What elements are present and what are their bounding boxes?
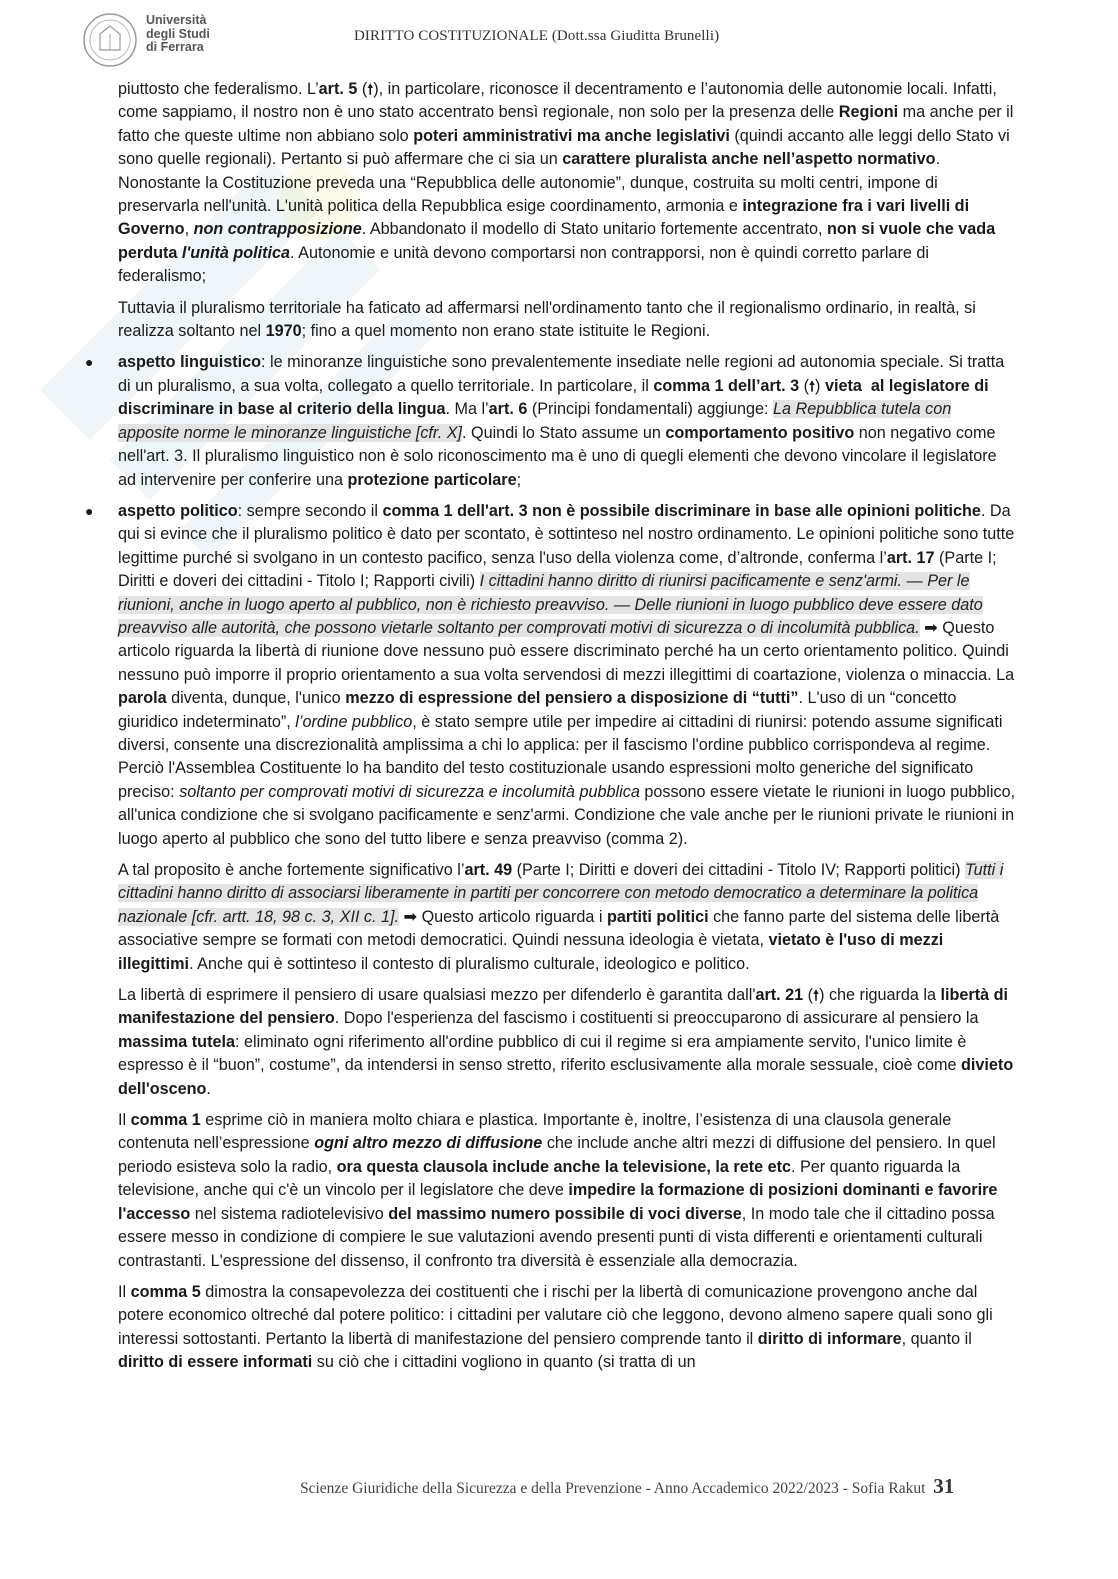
university-name: Università degli Studi di Ferrara bbox=[146, 13, 210, 54]
paragraph: Il comma 5 dimostra la consapevolezza dei costituenti che i rischi per la libertà di comunicazione provengono anche dal potere economico oltreché dal potere politico: i cittadini per valutare ciò che leggono, devono almeno sapere quali sono gli interessi sottostanti. Pertanto la libertà di manifestazione del pensiero comprende tanto il diritto di informare, quanto il diritto di essere informati su ciò che i cittadini vogliono in quanto (si tratta di un bbox=[118, 1282, 993, 1372]
page-footer bbox=[300, 1474, 1020, 1499]
bullet-icon: ● bbox=[85, 354, 94, 371]
page-header bbox=[82, 10, 1042, 68]
up-arrow-icon: 🠕 bbox=[813, 987, 820, 1004]
up-arrow-icon: 🠕 bbox=[809, 377, 816, 394]
paragraph: piuttosto che federalismo. L’art. 5 (🠕), in particolare, riconosce il decentramento e l’autonomia delle autonomie locali. Infatti, come sappiamo, il nostro non è uno stato accentrato bensì regionale, non solo per la presenza delle Regioni ma anche per il fatto che queste ultime non abbiano solo poteri amministrativi ma anche legislativi (quindi accanto alle leggi dello Stato vi sono quelle regionali). Pertanto si può affermare che ci sia un carattere pluralista anche nell’aspetto normativo. Nonostante la Costituzione preveda una “Repubblica delle autonomie”, dunque, costruita su molti centri, impone di preservarla nell'unità. L'unità politica della Repubblica esige coordinamento, armonia e integrazione fra i vari livelli di Governo, non contrapposizione. Abbandonato il modello di Stato unitario fortemente accentrato, non si vuole che vada perduta l'unità politica. Autonomie e unità devono comportarsi non contrapporsi, non è quindi corretto parlare di federalismo; bbox=[118, 80, 1014, 286]
list-item: ● aspetto politico: sempre secondo il comma 1 dell'art. 3 non è possibile discriminare in base alle opinioni politiche. Da qui si evince che il pluralismo politico è dato per scontato, è sottinteso nel nostro ordinamento. Le opinioni politiche sono tutte legittime purché si svolgano in un contesto pacifico, senza l'uso della violenza come, d’altronde, conferma l’art. 17 (Parte I; Diritti e doveri dei cittadini - Titolo I; Rapporti civili) I cittadini hanno diritto di riunirsi pacificamente e senz'armi. — Per le riunioni, anche in luogo aperto al pubblico, non è richiesto preavviso. — Delle riunioni in luogo pubblico deve essere dato preavviso alle autorità, che possono vietarle soltanto per comprovati motivi di sicurezza o di incolumità pubblica. ➡ Questo articolo riguarda la libertà di riunione dove nessuno può essere discriminato perché ha un certo orientamento politico. Quindi nessuno può imporre il proprio orientamento a sua volta servendosi di mezzi illegittimi di coartazione, violenza o minaccia. La parola diventa, dunque, l'unico mezzo di espressione del pensiero a disposizione di “tutti”. L'uso di un “concetto giuridico indeterminato”, l’ordine pubblico, è stato sempre utile per impedire ai cittadini di riunirsi: potendo assume significati diversi, consente una discrezionalità amplissima a chi lo applica: per il fascismo l'ordine pubblico corrispondeva al regime. Perciò l'Assemblea Costituente lo ha bandito del testo costituzionale usando espressioni molto generiche del significato preciso: soltanto per comprovati motivi di sicurezza e incolumità pubblica possono essere vietate le riunioni in luogo pubblico, all'unica condizione che si svolgano pacificamente e senz'armi. Condizione che vale anche per le riunioni private le riunioni in luogo aperto al pubblico che sono del tutto libere e senza preavviso (comma 2). bbox=[85, 501, 1016, 848]
list-item: ● aspetto linguistico: le minoranze linguistiche sono prevalentemente insediate nelle regioni ad autonomia speciale. Si tratta di un pluralismo, a sua volta, collegato a quello territoriale. In particolare, il comma 1 dell’art. 3 (🠕) vieta al legislatore di discriminare in base al criterio della lingua. Ma l’art. 6 (Principi fondamentali) aggiunge: La Repubblica tutela con apposite norme le minoranze linguistiche [cfr. X]. Quindi lo Stato assume un comportamento positivo non negativo come nell'art. 3. Il pluralismo linguistico non è solo riconoscimento ma è uno di quegli elementi che devono vincolare il legislatore ad intervenire per conferire una protezione particolare; bbox=[85, 353, 1005, 489]
course-title: DIRITTO COSTITUZIONALE (Dott.ssa Giuditta Brunelli) bbox=[354, 28, 720, 44]
up-arrow-icon: 🠕 bbox=[367, 81, 374, 97]
page-number: 31 bbox=[933, 1474, 955, 1498]
paragraph: Il comma 1 esprime ciò in maniera molto chiara e plastica. Importante è, inoltre, l’esistenza di una clausola generale contenuta nell’espressione ogni altro mezzo di diffusione che include anche altri mezzi di diffusione del pensiero. In quel periodo esisteva solo la radio, ora questa clausola include anche la televisione, la rete etc. Per quanto riguarda la televisione, anche qui c'è un vincolo per il legislatore che deve impedire la formazione di posizioni dominanti e favorire l'accesso nel sistema radiotelevisivo del massimo numero possibile di voci diverse, In modo tale che il cittadino possa essere messo in condizione di compiere le sue valutazioni avendo presenti punti di vista differenti e orientamenti culturali contrastanti. L'espressione del dissenso, il confronto tra diversità è essenziale alla democrazia. bbox=[118, 1111, 998, 1270]
document-body bbox=[85, 78, 1016, 1383]
footer-text: Scienze Giuridiche della Sicurezza e della Prevenzione - Anno Accademico 2022/2023 - Sofia Rakut bbox=[300, 1480, 926, 1497]
university-seal-icon bbox=[82, 12, 138, 68]
paragraph: La libertà di esprimere il pensiero di usare qualsiasi mezzo per difenderlo è garantita dall'art. 21 (🠕) che riguarda la libertà di manifestazione del pensiero. Dopo l'esperienza del fascismo i costituenti si preoccuparono di assicurare al pensiero la massima tutela: eliminato ogni riferimento all'ordine pubblico di cui il regime si era ampiamente servito, l'unico limite è espresso è il “buon”, costume”, da intendersi in senso stretto, riferito esclusivamente alla morale sessuale, cioè come divieto dell'osceno. bbox=[118, 986, 1014, 1098]
paragraph: Tuttavia il pluralismo territoriale ha faticato ad affermarsi nell'ordinamento tanto che il regionalismo ordinario, in realtà, si realizza soltanto nel 1970; fino a quel momento non erano state istituite le Regioni. bbox=[118, 298, 976, 341]
bullet-icon: ● bbox=[85, 502, 94, 519]
paragraph: A tal proposito è anche fortemente significativo l’art. 49 (Parte I; Diritti e doveri dei cittadini - Titolo IV; Rapporti politici) Tutti i cittadini hanno diritto di associarsi liberamente in partiti per concorrere con metodo democratico a determinare la politica nazionale [cfr. artt. 18, 98 c. 3, XII c. 1]. ➡ Questo articolo riguarda i partiti politici che fanno parte del sistema delle libertà associative sempre se formati con metodi democratici. Quindi nessuna ideologia è vietata, vietato è l'uso di mezzi illegittimi. Anche qui è sottinteso il contesto di pluralismo culturale, ideologico e politico. bbox=[118, 861, 1004, 973]
